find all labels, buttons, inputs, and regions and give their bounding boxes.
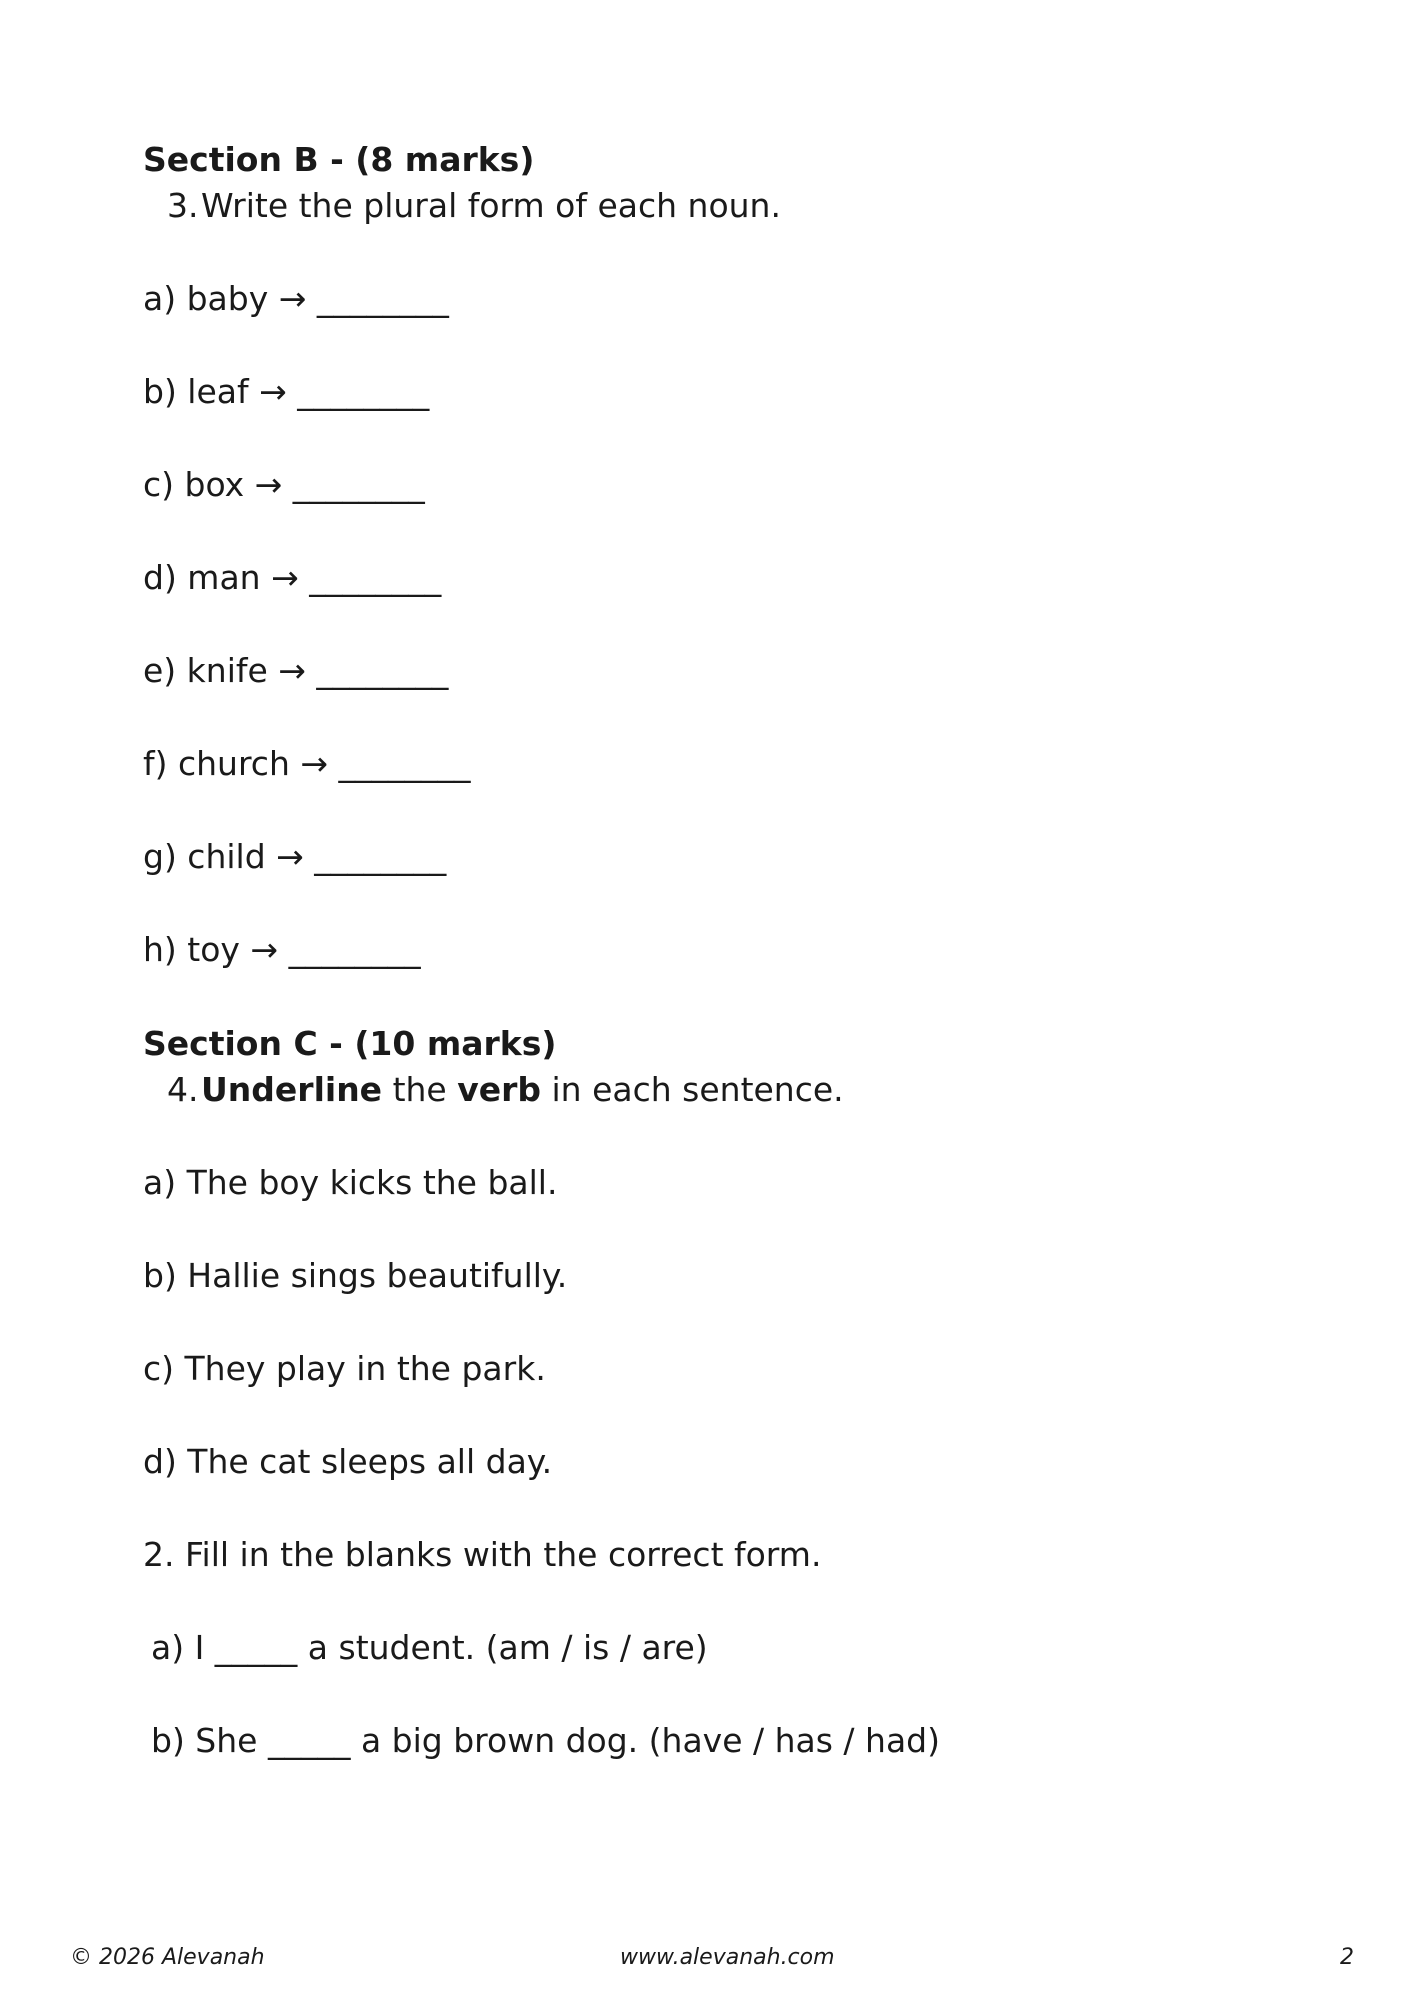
section-c-heading: Section C - (10 marks) [143,1024,557,1063]
fill-blanks-instruction: 2. Fill in the blanks with the correct form. [143,1535,822,1574]
plural-item: c) box → ________ [143,465,425,504]
question-number: 3. [167,186,199,225]
plural-item: b) leaf → ________ [143,372,430,411]
instruction-text: Write the plural form of each noun. [201,186,781,225]
plural-item: f) church → ________ [143,744,471,783]
verb-sentence: b) Hallie sings beautifully. [143,1256,568,1295]
question-number: 4. [167,1070,199,1109]
instruction-bold-underline: Underline [201,1070,383,1109]
verb-sentence: d) The cat sleeps all day. [143,1442,553,1481]
plural-item: e) knife → ________ [143,651,449,690]
footer-website: www.alevanah.com [620,1945,835,1970]
plural-item: h) toy → ________ [143,930,421,969]
section-b-heading: Section B - (8 marks) [143,140,535,179]
fill-blank-item: a) I _____ a student. (am / is / are) [151,1628,708,1667]
verb-sentence: c) They play in the park. [143,1349,546,1388]
fill-blank-item: b) She _____ a big brown dog. (have / has / had) [151,1721,940,1760]
footer-copyright: © 2026 Alevanah [70,1945,265,1970]
footer-page-number: 2 [1340,1945,1354,1970]
plural-item: d) man → ________ [143,558,442,597]
plural-item: g) child → ________ [143,837,447,876]
question-3-instruction [167,186,781,226]
instruction-bold-verb: verb [457,1070,542,1109]
verb-sentence: a) The boy kicks the ball. [143,1163,558,1202]
plural-item: a) baby → ________ [143,279,449,318]
instruction-text-mid: the [382,1070,458,1109]
instruction-text-end: in each sentence. [541,1070,844,1109]
question-4-instruction [167,1070,844,1110]
